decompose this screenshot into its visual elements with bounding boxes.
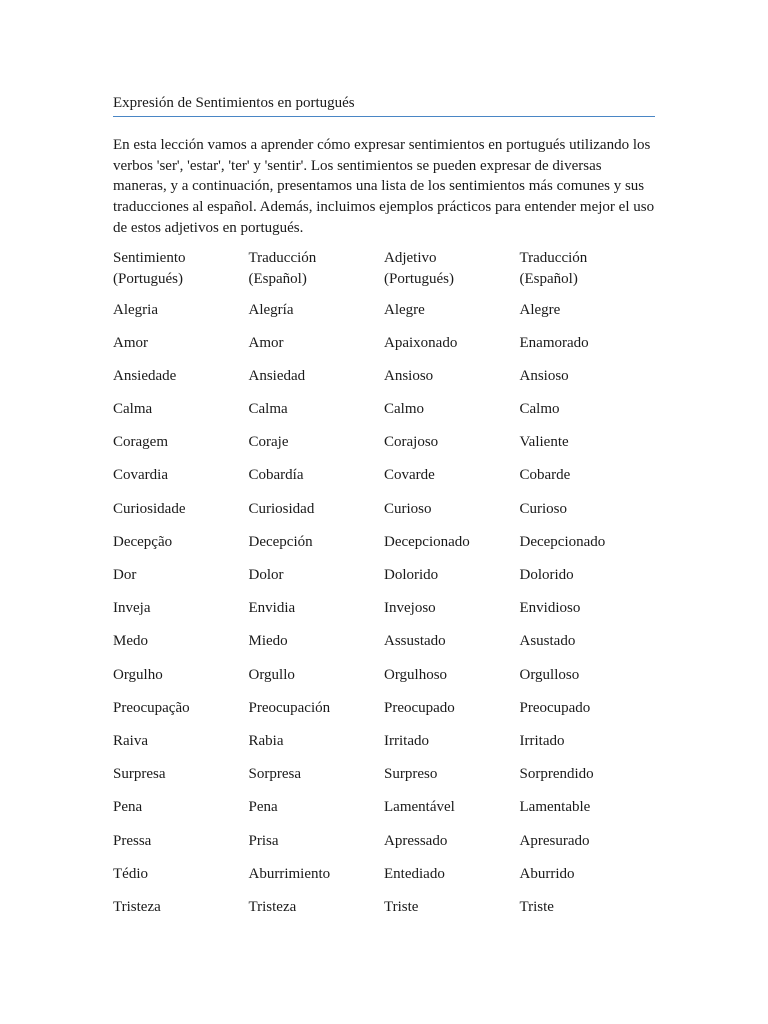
table-row — [113, 831, 655, 864]
cell-sentimiento: Surpresa — [113, 766, 166, 783]
cell-adjetivo: Ansioso — [384, 367, 434, 384]
cell-sentimiento: Tristeza — [113, 898, 161, 915]
cell-traduccion: Alegría — [248, 301, 294, 318]
cell-adjetivo: Entediado — [384, 865, 445, 882]
cell-traduccion: Pena — [248, 799, 278, 816]
table-row — [113, 864, 655, 897]
cell-sentimiento: Pressa — [113, 832, 152, 849]
cell-sentimiento: Pena — [113, 799, 143, 816]
cell-sentimiento: Tédio — [113, 865, 148, 882]
cell-sentimiento: Ansiedade — [113, 367, 177, 384]
cell-adjetivo: Invejoso — [384, 600, 436, 617]
cell-traduccion: Sorpresa — [248, 766, 301, 783]
table-row — [113, 631, 655, 664]
cell-traduccion-adjetivo: Sorprendido — [519, 766, 594, 783]
cell-adjetivo: Alegre — [384, 301, 425, 318]
cell-sentimiento: Covardia — [113, 467, 168, 484]
cell-traduccion-adjetivo: Curioso — [519, 500, 568, 517]
intro-paragraph: En esta lección vamos a aprender cómo expresar sentimientos en portugués utilizando los verbos 'ser', 'estar', 'ter' y 'sentir'. Los sentimientos se pueden expresar de diversas maneras, y a continuación, presentamos una lista de los sentimientos más comunes y sus traducciones al español. Además, incluimos ejemplos prácticos para entender mejor el uso de estos adjetivos en portugués. — [113, 137, 655, 236]
cell-sentimiento: Amor — [113, 334, 148, 351]
cell-adjetivo: Orgulhoso — [384, 666, 448, 683]
document-title: Expresión de Sentimientos en portugués — [113, 93, 655, 117]
cell-adjetivo: Covarde — [384, 467, 435, 484]
cell-traduccion-adjetivo: Lamentable — [519, 799, 591, 816]
cell-traduccion: Prisa — [248, 832, 279, 849]
cell-traduccion-adjetivo: Envidioso — [519, 600, 581, 617]
cell-adjetivo: Irritado — [384, 732, 429, 749]
cell-traduccion: Calma — [248, 401, 288, 418]
table-row — [113, 366, 655, 399]
table-row — [113, 499, 655, 532]
cell-traduccion: Decepción — [248, 533, 313, 550]
column-header-line: Sentimiento — [113, 249, 186, 266]
column-header-line: (Portugués) — [113, 270, 183, 287]
cell-sentimiento: Alegria — [113, 301, 158, 318]
header-traduccion-espanol — [249, 245, 385, 300]
cell-adjetivo: Corajoso — [384, 434, 439, 451]
cell-traduccion-adjetivo: Decepcionado — [519, 533, 606, 550]
table-body — [113, 300, 655, 931]
header-row — [113, 245, 655, 300]
cell-traduccion-adjetivo: Enamorado — [519, 334, 589, 351]
table-row — [113, 333, 655, 366]
cell-sentimiento: Medo — [113, 633, 148, 650]
header-adjetivo-portugues — [384, 245, 520, 300]
cell-traduccion: Envidia — [248, 600, 296, 617]
cell-sentimiento: Calma — [113, 401, 153, 418]
column-header-line: Traducción — [248, 249, 317, 266]
table-row — [113, 300, 655, 333]
table-row — [113, 698, 655, 731]
table-row — [113, 731, 655, 764]
table-row — [113, 432, 655, 465]
cell-adjetivo: Assustado — [384, 633, 446, 650]
cell-sentimiento: Coragem — [113, 434, 168, 451]
cell-sentimiento: Curiosidade — [113, 500, 186, 517]
cell-adjetivo: Triste — [384, 898, 419, 915]
cell-adjetivo: Lamentável — [384, 799, 455, 816]
cell-adjetivo: Decepcionado — [384, 533, 470, 550]
cell-traduccion-adjetivo: Preocupado — [519, 699, 591, 716]
cell-traduccion-adjetivo: Calmo — [519, 401, 560, 418]
header-traduccion-adjetivo-espanol — [520, 245, 656, 300]
cell-traduccion-adjetivo: Cobarde — [519, 467, 571, 484]
column-header-line: (Español) — [248, 270, 307, 287]
cell-traduccion-adjetivo: Irritado — [519, 732, 565, 749]
column-header-line: Traducción — [519, 249, 588, 266]
table-row — [113, 764, 655, 797]
cell-traduccion-adjetivo: Alegre — [519, 301, 561, 318]
cell-traduccion: Aburrimiento — [248, 865, 331, 882]
cell-traduccion-adjetivo: Aburrido — [519, 865, 575, 882]
vocabulary-table — [113, 245, 655, 931]
cell-sentimiento: Orgulho — [113, 666, 163, 683]
cell-sentimiento: Dor — [113, 567, 137, 584]
cell-traduccion: Rabia — [248, 732, 284, 749]
cell-sentimiento: Preocupação — [113, 699, 190, 716]
cell-traduccion: Curiosidad — [248, 500, 315, 517]
table-row — [113, 465, 655, 498]
cell-sentimiento: Inveja — [113, 600, 151, 617]
table-row — [113, 532, 655, 565]
cell-traduccion-adjetivo: Valiente — [519, 434, 569, 451]
table-row — [113, 565, 655, 598]
cell-sentimiento: Raiva — [113, 732, 148, 749]
cell-adjetivo: Dolorido — [384, 567, 439, 584]
cell-traduccion: Preocupación — [248, 699, 331, 716]
cell-adjetivo: Preocupado — [384, 699, 455, 716]
cell-traduccion: Dolor — [248, 567, 284, 584]
cell-traduccion: Tristeza — [248, 898, 297, 915]
document-page — [113, 93, 655, 930]
cell-traduccion-adjetivo: Ansioso — [519, 367, 569, 384]
cell-adjetivo: Surpreso — [384, 766, 438, 783]
cell-sentimiento: Decepção — [113, 533, 173, 550]
cell-traduccion: Cobardía — [248, 467, 304, 484]
header-sentimiento-portugues — [113, 245, 249, 300]
table-header — [113, 245, 655, 300]
cell-traduccion: Orgullo — [248, 666, 295, 683]
cell-traduccion-adjetivo: Asustado — [519, 633, 576, 650]
cell-adjetivo: Apaixonado — [384, 334, 458, 351]
table-row — [113, 665, 655, 698]
cell-adjetivo: Apressado — [384, 832, 448, 849]
column-header-line: (Español) — [519, 270, 578, 287]
cell-traduccion-adjetivo: Apresurado — [519, 832, 590, 849]
cell-traduccion-adjetivo: Triste — [519, 898, 554, 915]
table-row — [113, 598, 655, 631]
cell-adjetivo: Calmo — [384, 401, 424, 418]
cell-traduccion: Miedo — [248, 633, 288, 650]
table-row — [113, 399, 655, 432]
cell-traduccion: Ansiedad — [248, 367, 306, 384]
cell-traduccion-adjetivo: Orgulloso — [519, 666, 580, 683]
table-row — [113, 797, 655, 830]
cell-traduccion: Amor — [248, 334, 284, 351]
cell-traduccion-adjetivo: Dolorido — [519, 567, 574, 584]
column-header-line: Adjetivo — [384, 249, 437, 266]
cell-traduccion: Coraje — [248, 434, 289, 451]
column-header-line: (Portugués) — [384, 270, 454, 287]
cell-adjetivo: Curioso — [384, 500, 432, 517]
table-row — [113, 897, 655, 930]
